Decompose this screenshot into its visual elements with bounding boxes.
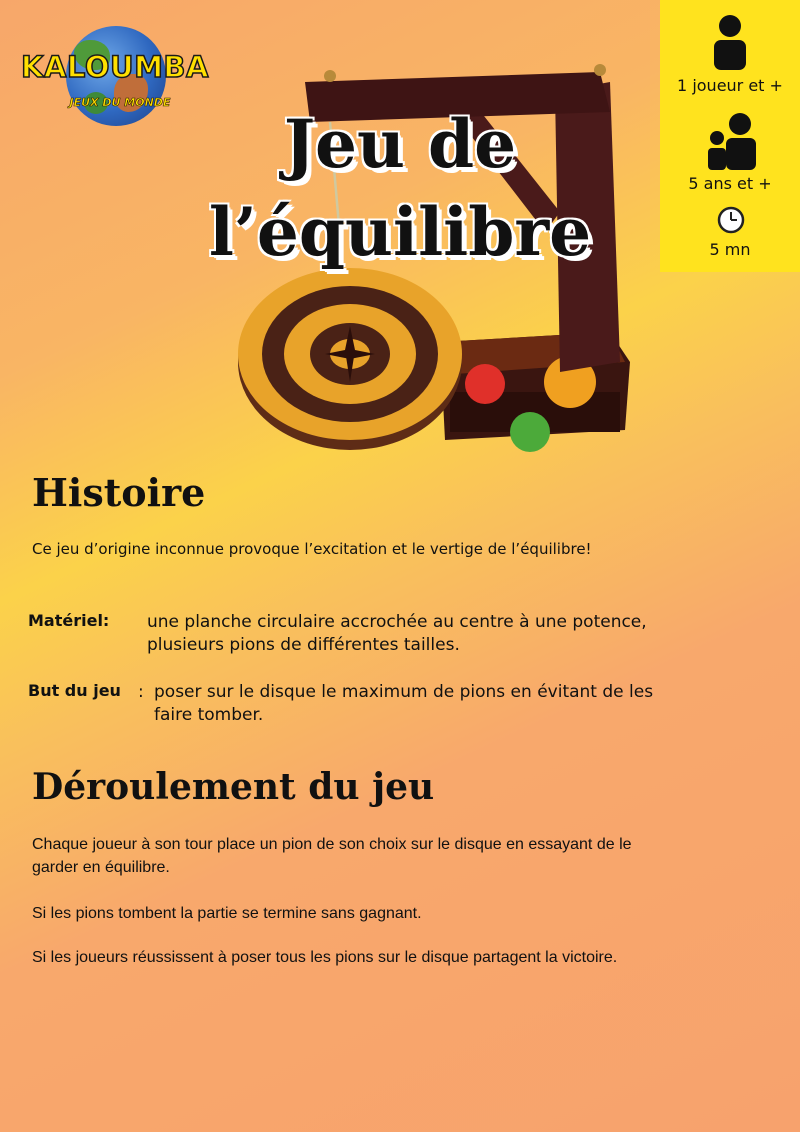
person-icon bbox=[710, 14, 750, 70]
histoire-text: Ce jeu d’origine inconnue provoque l’excitation et le vertige de l’équilibre! bbox=[32, 540, 592, 558]
deroulement-p1-line-2: garder en équilibre. bbox=[32, 859, 170, 876]
but-line-2: faire tomber. bbox=[154, 705, 264, 725]
materiel-label: Matériel: bbox=[28, 611, 110, 630]
players-label: 1 joueur et + bbox=[677, 76, 783, 95]
clock-icon bbox=[717, 206, 745, 234]
people-icon bbox=[706, 112, 758, 170]
deroulement-p3: Si les joueurs réussissent à poser tous les pions sur le disque partagent la victoire. bbox=[32, 949, 618, 966]
materiel-line-1: une planche circulaire accrochée au centre à une potence, bbox=[147, 612, 647, 632]
age-label: 5 ans et + bbox=[688, 174, 772, 193]
brand-tagline: JEUX DU MONDE bbox=[69, 96, 171, 109]
brand-name: KALOUMBA bbox=[21, 50, 209, 84]
title-line-2: l’équilibre bbox=[208, 193, 592, 271]
page-title bbox=[100, 100, 700, 276]
deroulement-p1-line-1: Chaque joueur à son tour place un pion de son choix sur le disque en essayant de le bbox=[32, 836, 632, 853]
materiel-line-2: plusieurs pions de différentes tailles. bbox=[147, 635, 460, 655]
histoire-heading: Histoire bbox=[32, 470, 206, 515]
but-line-1: poser sur le disque le maximum de pions en évitant de les bbox=[154, 682, 654, 702]
but-label: But du jeu bbox=[28, 681, 121, 700]
title-line-1: Jeu de bbox=[283, 105, 517, 183]
but-colon: : bbox=[138, 682, 144, 702]
deroulement-p2: Si les pions tombent la partie se termine sans gagnant. bbox=[32, 905, 422, 922]
duration-label: 5 mn bbox=[709, 240, 751, 259]
deroulement-heading: Déroulement du jeu bbox=[32, 766, 435, 808]
